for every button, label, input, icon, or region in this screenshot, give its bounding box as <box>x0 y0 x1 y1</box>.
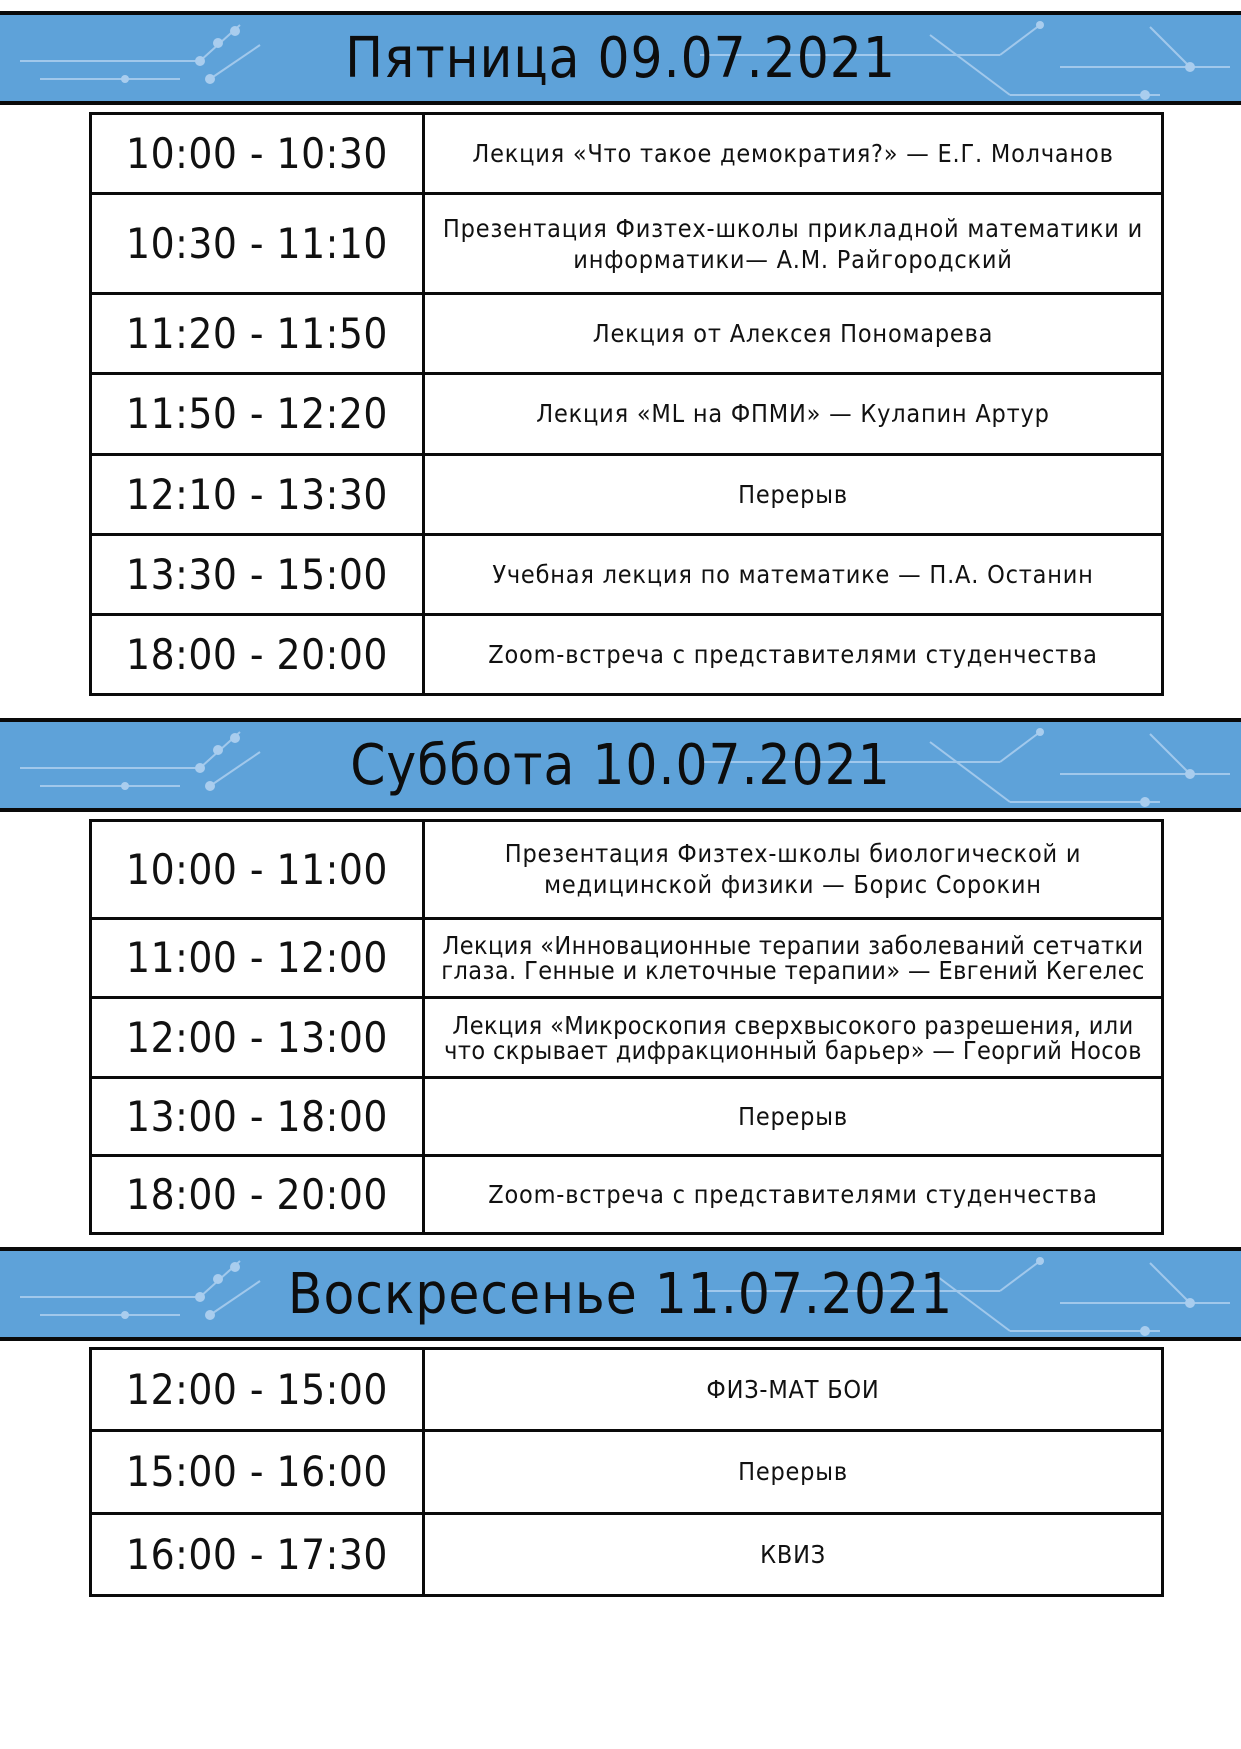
time-cell: 10:00 - 11:00 <box>91 821 424 919</box>
table-row <box>91 194 1163 294</box>
day-title: Пятница 09.07.2021 <box>345 25 896 91</box>
event-cell: ФИЗ-МАТ БОИ <box>424 1349 1163 1431</box>
event-cell: Перерыв <box>424 1431 1163 1513</box>
table-row <box>91 1513 1163 1595</box>
event-cell: Лекция «Микроскопия сверхвысокого разрешения, или что скрывает дифракционный барьер» — Георгий Носов <box>424 998 1163 1078</box>
time-cell: 15:00 - 16:00 <box>91 1431 424 1513</box>
day-header-sunday <box>0 1247 1241 1341</box>
time-cell: 11:00 - 12:00 <box>91 918 424 998</box>
event-cell: Перерыв <box>424 454 1163 534</box>
event-cell: Презентация Физтех-школы биологической и медицинской физики — Борис Сорокин <box>424 821 1163 919</box>
table-row <box>91 998 1163 1078</box>
table-row <box>91 374 1163 454</box>
time-cell: 13:30 - 15:00 <box>91 534 424 614</box>
table-row <box>91 114 1163 194</box>
event-cell: Лекция «Что такое демократия?» — Е.Г. Молчанов <box>424 114 1163 194</box>
event-cell: Лекция «ML на ФПМИ» — Кулапин Артур <box>424 374 1163 454</box>
table-row <box>91 294 1163 374</box>
event-cell: КВИЗ <box>424 1513 1163 1595</box>
day-header-friday <box>0 11 1241 105</box>
table-row <box>91 1077 1163 1155</box>
day-header-saturday <box>0 718 1241 812</box>
table-row <box>91 1431 1163 1513</box>
time-cell: 11:20 - 11:50 <box>91 294 424 374</box>
table-row <box>91 821 1163 919</box>
time-cell: 12:00 - 15:00 <box>91 1349 424 1431</box>
event-cell: Лекция «Инновационные терапии заболеваний сетчатки глаза. Генные и клеточные терапии» — Евгений Кегелес <box>424 918 1163 998</box>
schedule-table-sunday <box>89 1347 1164 1597</box>
time-cell: 13:00 - 18:00 <box>91 1077 424 1155</box>
time-cell: 11:50 - 12:20 <box>91 374 424 454</box>
time-cell: 18:00 - 20:00 <box>91 1155 424 1233</box>
table-row <box>91 614 1163 694</box>
time-cell: 10:30 - 11:10 <box>91 194 424 294</box>
table-row <box>91 918 1163 998</box>
event-cell: Zoom-встреча с представителями студенчества <box>424 614 1163 694</box>
event-cell: Zoom-встреча с представителями студенчества <box>424 1155 1163 1233</box>
time-cell: 10:00 - 10:30 <box>91 114 424 194</box>
event-cell: Презентация Физтех-школы прикладной математики и информатики— А.М. Райгородский <box>424 194 1163 294</box>
event-cell: Лекция от Алексея Пономарева <box>424 294 1163 374</box>
table-row <box>91 1349 1163 1431</box>
event-cell: Учебная лекция по математике — П.А. Останин <box>424 534 1163 614</box>
time-cell: 16:00 - 17:30 <box>91 1513 424 1595</box>
schedule-table-friday <box>89 112 1164 696</box>
time-cell: 12:10 - 13:30 <box>91 454 424 534</box>
day-title: Суббота 10.07.2021 <box>350 732 891 798</box>
time-cell: 12:00 - 13:00 <box>91 998 424 1078</box>
time-cell: 18:00 - 20:00 <box>91 614 424 694</box>
table-row <box>91 454 1163 534</box>
day-title: Воскресенье 11.07.2021 <box>287 1261 954 1327</box>
schedule-table-saturday <box>89 819 1164 1235</box>
table-row <box>91 1155 1163 1233</box>
table-row <box>91 534 1163 614</box>
event-cell: Перерыв <box>424 1077 1163 1155</box>
